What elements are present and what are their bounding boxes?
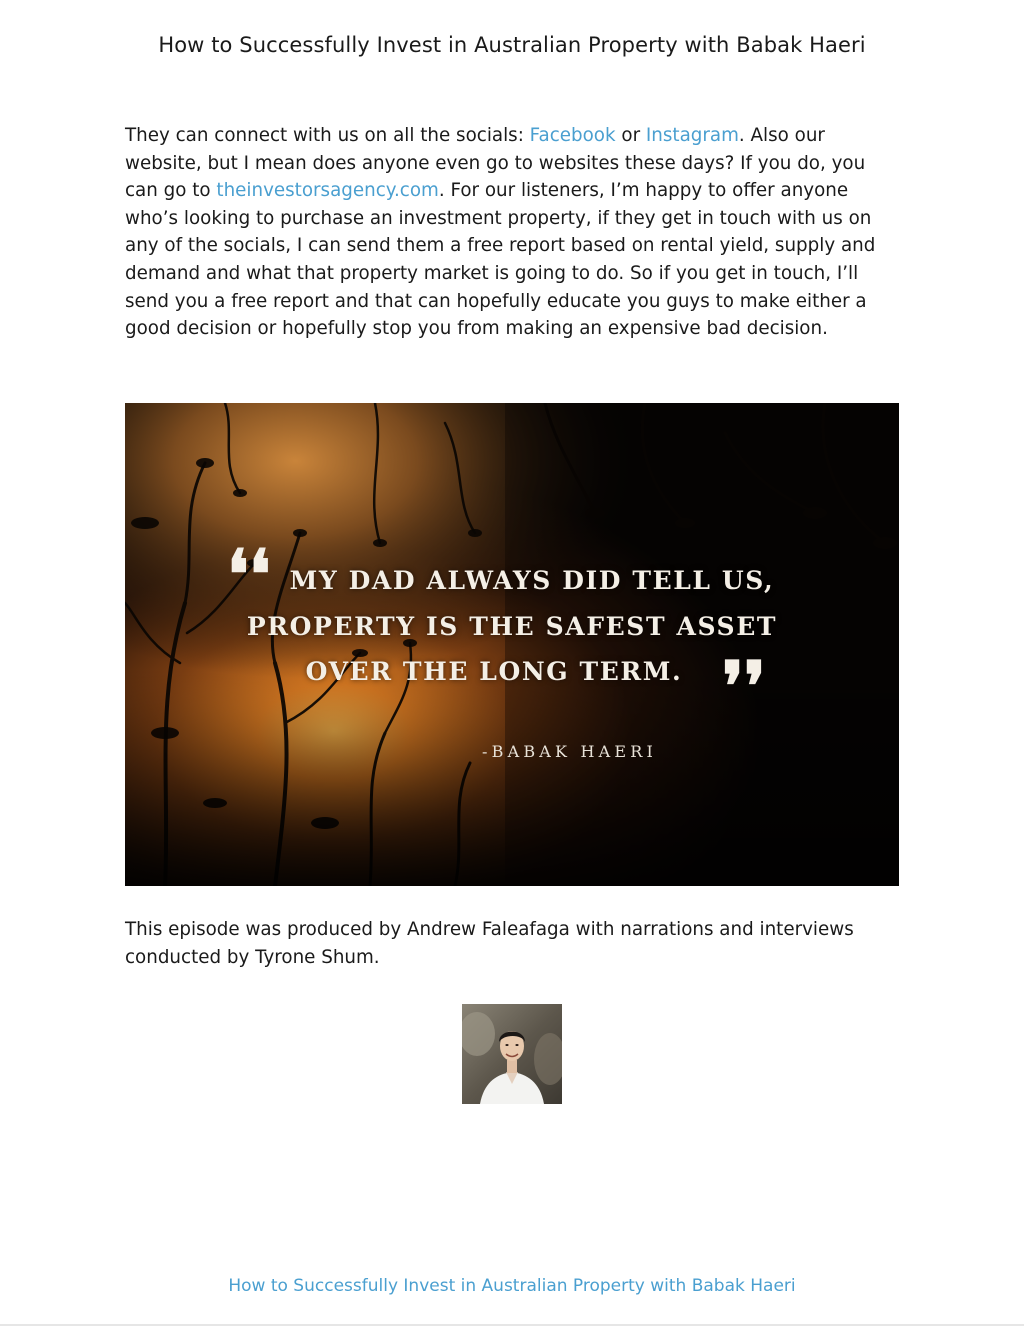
paragraph-text-segment: . For our listeners, I’m happy to offer anyone who’s looking to purchase an investment property, if they get in touch with us on any of the socials, I can send them a free report based on rental yield, supply and demand and what that property market is going to do. So if you get in touch, I’ll send you a free report and that can hopefully educate you guys to make either a good decision or hopefully stop you from making an expensive bad decision.	[125, 180, 876, 340]
host-portrait-photo	[462, 1004, 562, 1104]
paragraph-text-segment: or	[615, 125, 646, 146]
paragraph-text-segment: They can connect with us on all the socials:	[125, 125, 530, 146]
page-header-title: How to Successfully Invest in Australian Property with Babak Haeri	[158, 33, 866, 57]
social-connect-paragraph	[125, 122, 900, 343]
credits-paragraph: This episode was produced by Andrew Faleafaga with narrations and interviews conducted by Tyrone Shum.	[125, 919, 854, 968]
quote-line-1: MY DAD ALWAYS DID TELL US,	[289, 566, 775, 595]
facebook-link[interactable]: Facebook	[529, 125, 616, 146]
instagram-link[interactable]: Instagram	[645, 125, 739, 146]
quote-author: -BABAK HAERI	[482, 742, 658, 761]
quote-line-2: PROPERTY IS THE SAFEST ASSET	[246, 612, 778, 641]
close-quote-icon: ❜❜	[722, 647, 766, 727]
quote-line-3: OVER THE LONG TERM.	[305, 657, 683, 686]
quote-overlay	[125, 403, 899, 886]
website-link[interactable]: theinvestorsagency.com	[216, 180, 439, 202]
paragraph-text-segment: . Also our website, but I mean does anyone even go to websites these days? If you do, you can go to	[125, 125, 866, 202]
page-footer-title: How to Successfully Invest in Australian Property with Babak Haeri	[228, 1276, 796, 1296]
quote-image	[125, 403, 899, 886]
open-quote-icon: ❛❛	[227, 535, 271, 615]
